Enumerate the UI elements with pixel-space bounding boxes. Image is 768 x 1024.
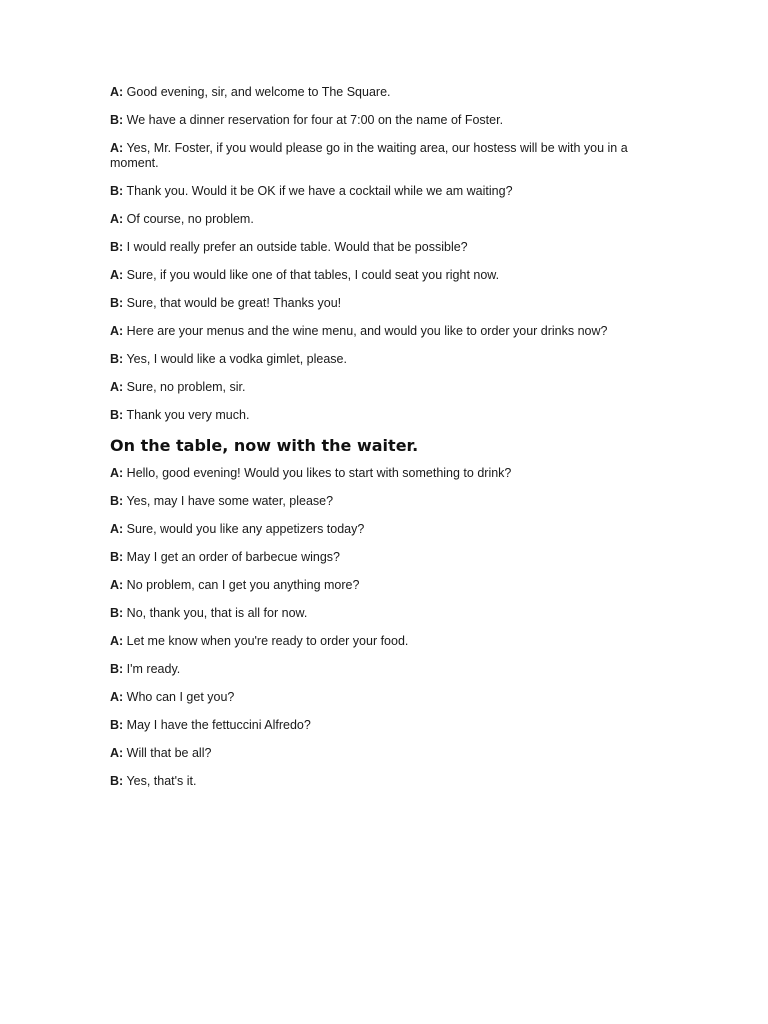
line-text: Yes, that's it. [123,773,197,788]
speaker-label: A: [110,379,124,394]
line-text: No problem, can I get you anything more? [123,577,360,592]
speaker-label: A: [110,521,124,536]
speaker-label: B: [110,239,124,254]
speaker-label: B: [110,605,124,620]
dialogue-line [110,352,655,367]
speaker-label: A: [110,211,124,226]
line-text: Of course, no problem. [123,211,254,226]
speaker-label: B: [110,773,124,788]
speaker-label: A: [110,689,124,704]
line-text: Will that be all? [123,745,212,760]
line-text: Yes, I would like a vodka gimlet, please. [123,351,347,366]
dialogue-line [110,85,655,100]
line-text: I would really prefer an outside table. Would that be possible? [123,239,468,254]
line-text: Here are your menus and the wine menu, and would you like to order your drinks now? [123,323,608,338]
dialogue-line [110,113,655,128]
dialogue-line [110,141,655,170]
dialogue-section-reception [110,85,655,422]
document-page [110,85,655,802]
dialogue-line [110,380,655,395]
speaker-label: B: [110,407,124,422]
dialogue-line [110,494,655,509]
speaker-label: B: [110,183,124,198]
dialogue-line [110,184,655,199]
line-text: Yes, may I have some water, please? [123,493,334,508]
dialogue-line [110,324,655,339]
line-text: Hello, good evening! Would you likes to start with something to drink? [123,465,512,480]
speaker-label: B: [110,549,124,564]
line-text: We have a dinner reservation for four at 7:00 on the name of Foster. [123,113,504,127]
dialogue-line [110,662,655,677]
line-text: No, thank you, that is all for now. [123,605,308,620]
speaker-label: B: [110,113,124,127]
line-text: Sure, would you like any appetizers today? [123,521,365,536]
dialogue-line [110,408,655,423]
dialogue-line [110,774,655,789]
dialogue-line [110,296,655,311]
line-text: Sure, if you would like one of that tables, I could seat you right now. [123,267,500,282]
dialogue-line [110,522,655,537]
speaker-label: A: [110,267,124,282]
speaker-label: A: [110,85,124,99]
speaker-label: A: [110,633,124,648]
section-heading: On the table, now with the waiter. [110,435,419,455]
line-text: May I get an order of barbecue wings? [123,549,340,564]
speaker-label: A: [110,141,124,155]
dialogue-line [110,578,655,593]
line-text: Sure, no problem, sir. [123,379,246,394]
dialogue-line [110,466,655,481]
line-text: Who can I get you? [123,689,235,704]
dialogue-line [110,212,655,227]
dialogue-line [110,240,655,255]
dialogue-line [110,718,655,733]
speaker-label: A: [110,577,124,592]
dialogue-line [110,268,655,283]
dialogue-line [110,690,655,705]
line-text: I'm ready. [123,661,181,676]
line-text: Yes, Mr. Foster, if you would please go in the waiting area, our hostess will be with you in a moment. [110,141,628,170]
dialogue-line [110,550,655,565]
speaker-label: B: [110,717,124,732]
line-text: Thank you very much. [123,407,250,422]
speaker-label: B: [110,661,124,676]
line-text: Good evening, sir, and welcome to The Square. [123,85,391,99]
speaker-label: B: [110,351,124,366]
dialogue-line [110,634,655,649]
speaker-label: A: [110,465,124,480]
line-text: May I have the fettuccini Alfredo? [123,717,311,732]
speaker-label: A: [110,323,124,338]
line-text: Let me know when you're ready to order your food. [123,633,409,648]
dialogue-line [110,746,655,761]
dialogue-line [110,606,655,621]
speaker-label: B: [110,295,124,310]
speaker-label: A: [110,745,124,760]
dialogue-section-waiter [110,466,655,789]
speaker-label: B: [110,493,124,508]
line-text: Thank you. Would it be OK if we have a cocktail while we am waiting? [123,183,513,198]
line-text: Sure, that would be great! Thanks you! [123,295,342,310]
